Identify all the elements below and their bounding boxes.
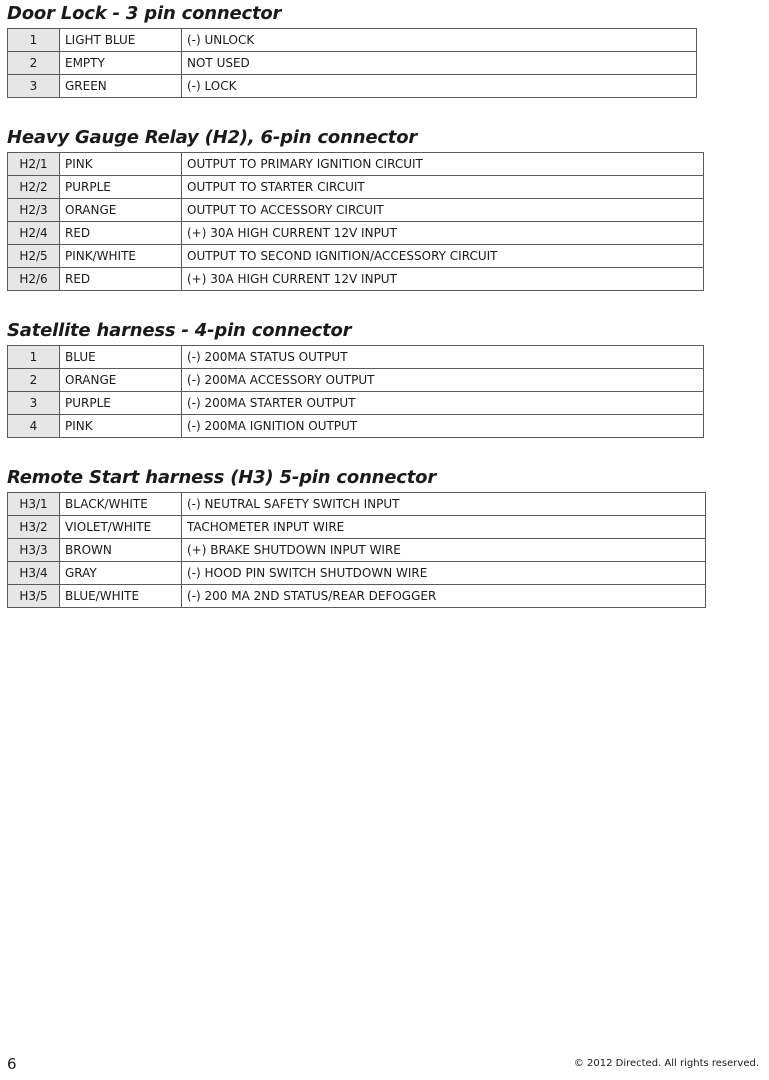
section-title-heavy-gauge-relay: Heavy Gauge Relay (H2), 6-pin connector bbox=[7, 127, 418, 148]
function-cell: (-) LOCK bbox=[182, 75, 697, 98]
pin-cell: 3 bbox=[8, 392, 60, 415]
pin-cell: H3/5 bbox=[8, 585, 60, 608]
wire-color-cell: BLUE bbox=[60, 346, 182, 369]
function-cell: OUTPUT TO PRIMARY IGNITION CIRCUIT bbox=[182, 153, 704, 176]
wire-color-cell: ORANGE bbox=[60, 369, 182, 392]
pin-cell: H2/3 bbox=[8, 199, 60, 222]
function-cell: (-) 200MA IGNITION OUTPUT bbox=[182, 415, 704, 438]
wire-color-cell: ORANGE bbox=[60, 199, 182, 222]
pin-cell: 4 bbox=[8, 415, 60, 438]
table-row bbox=[8, 75, 697, 98]
function-cell: OUTPUT TO SECOND IGNITION/ACCESSORY CIRCUIT bbox=[182, 245, 704, 268]
pin-cell: 2 bbox=[8, 52, 60, 75]
function-cell: NOT USED bbox=[182, 52, 697, 75]
wire-color-cell: GREEN bbox=[60, 75, 182, 98]
function-cell: (-) 200 MA 2ND STATUS/REAR DEFOGGER bbox=[182, 585, 706, 608]
pin-cell: H2/6 bbox=[8, 268, 60, 291]
section-title-door-lock: Door Lock - 3 pin connector bbox=[7, 3, 282, 24]
table-row bbox=[8, 52, 697, 75]
wire-color-cell: EMPTY bbox=[60, 52, 182, 75]
function-cell: (-) NEUTRAL SAFETY SWITCH INPUT bbox=[182, 493, 706, 516]
function-cell: (-) HOOD PIN SWITCH SHUTDOWN WIRE bbox=[182, 562, 706, 585]
wire-color-cell: VIOLET/WHITE bbox=[60, 516, 182, 539]
table-row bbox=[8, 199, 704, 222]
table-row bbox=[8, 392, 704, 415]
table-row bbox=[8, 176, 704, 199]
table-row bbox=[8, 415, 704, 438]
table-row bbox=[8, 346, 704, 369]
door-lock-table bbox=[7, 28, 697, 98]
wire-color-cell: PINK bbox=[60, 153, 182, 176]
function-cell: (-) 200MA STARTER OUTPUT bbox=[182, 392, 704, 415]
table-row bbox=[8, 516, 706, 539]
pin-cell: 1 bbox=[8, 29, 60, 52]
table-row bbox=[8, 585, 706, 608]
table-row bbox=[8, 369, 704, 392]
function-cell: (+) 30A HIGH CURRENT 12V INPUT bbox=[182, 222, 704, 245]
function-cell: OUTPUT TO STARTER CIRCUIT bbox=[182, 176, 704, 199]
section-title-satellite-harness: Satellite harness - 4-pin connector bbox=[7, 320, 352, 341]
pin-cell: H2/2 bbox=[8, 176, 60, 199]
pin-cell: H3/3 bbox=[8, 539, 60, 562]
wire-color-cell: BLUE/WHITE bbox=[60, 585, 182, 608]
table-row bbox=[8, 268, 704, 291]
pin-cell: H2/4 bbox=[8, 222, 60, 245]
wire-color-cell: GRAY bbox=[60, 562, 182, 585]
heavy-gauge-relay-table bbox=[7, 152, 704, 291]
pin-cell: H3/4 bbox=[8, 562, 60, 585]
function-cell: (+) 30A HIGH CURRENT 12V INPUT bbox=[182, 268, 704, 291]
table-row bbox=[8, 493, 706, 516]
function-cell: (-) 200MA ACCESSORY OUTPUT bbox=[182, 369, 704, 392]
wire-color-cell: BLACK/WHITE bbox=[60, 493, 182, 516]
pin-cell: H2/1 bbox=[8, 153, 60, 176]
satellite-harness-table bbox=[7, 345, 704, 438]
table-row bbox=[8, 539, 706, 562]
function-cell: (+) BRAKE SHUTDOWN INPUT WIRE bbox=[182, 539, 706, 562]
function-cell: (-) 200MA STATUS OUTPUT bbox=[182, 346, 704, 369]
copyright-notice: © 2012 Directed. All rights reserved. bbox=[573, 1058, 759, 1069]
table-row bbox=[8, 222, 704, 245]
remote-start-harness-table bbox=[7, 492, 706, 608]
wire-color-cell: LIGHT BLUE bbox=[60, 29, 182, 52]
wire-color-cell: PINK/WHITE bbox=[60, 245, 182, 268]
page-number: 6 bbox=[7, 1055, 17, 1073]
wire-color-cell: PURPLE bbox=[60, 176, 182, 199]
wire-color-cell: RED bbox=[60, 222, 182, 245]
pin-cell: H3/1 bbox=[8, 493, 60, 516]
table-row bbox=[8, 153, 704, 176]
pin-cell: H3/2 bbox=[8, 516, 60, 539]
wire-color-cell: RED bbox=[60, 268, 182, 291]
wire-color-cell: PINK bbox=[60, 415, 182, 438]
table-row bbox=[8, 29, 697, 52]
table-row bbox=[8, 245, 704, 268]
section-title-remote-start-harness: Remote Start harness (H3) 5-pin connector bbox=[7, 467, 437, 488]
function-cell: TACHOMETER INPUT WIRE bbox=[182, 516, 706, 539]
function-cell: (-) UNLOCK bbox=[182, 29, 697, 52]
pin-cell: 3 bbox=[8, 75, 60, 98]
wire-color-cell: BROWN bbox=[60, 539, 182, 562]
pin-cell: H2/5 bbox=[8, 245, 60, 268]
function-cell: OUTPUT TO ACCESSORY CIRCUIT bbox=[182, 199, 704, 222]
pin-cell: 1 bbox=[8, 346, 60, 369]
pin-cell: 2 bbox=[8, 369, 60, 392]
table-row bbox=[8, 562, 706, 585]
wire-color-cell: PURPLE bbox=[60, 392, 182, 415]
